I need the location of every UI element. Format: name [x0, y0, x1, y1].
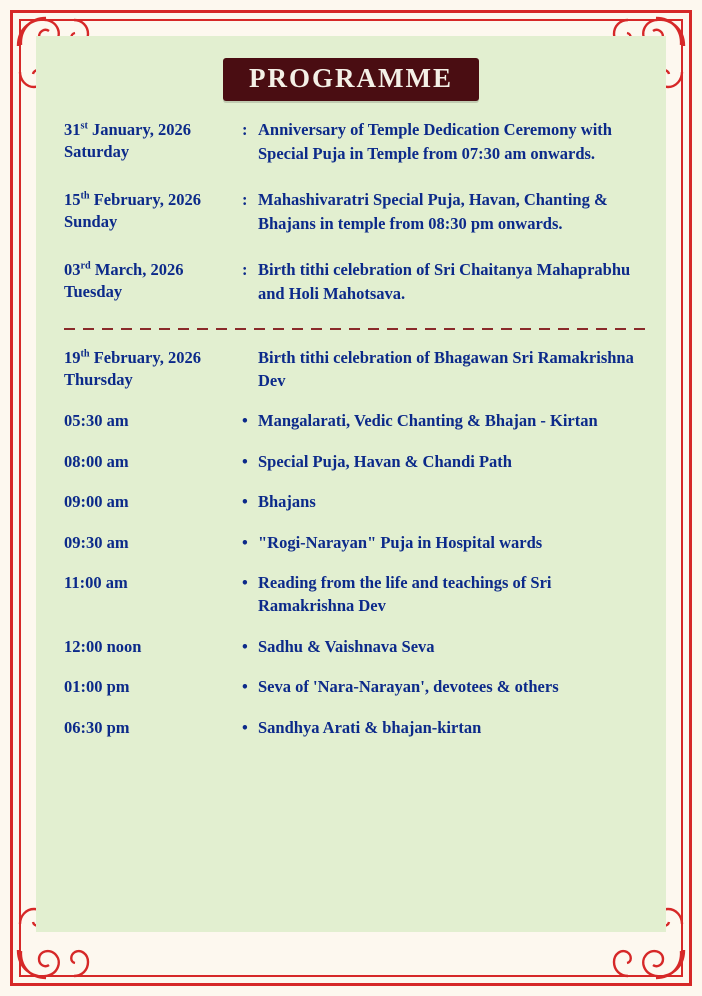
entry-time: 01:00 pm: [64, 677, 130, 697]
entry-description: Birth tithi celebration of Bhagawan Sri Ramakrishna Dev: [258, 347, 634, 390]
list-item: [64, 258, 646, 306]
bullet-icon: •: [242, 717, 248, 737]
list-item: [64, 675, 646, 698]
date-ordinal: st: [80, 120, 88, 132]
entry-description: Reading from the life and teachings of Sri Ramakrishna Dev: [258, 573, 552, 616]
list-item-header: [64, 346, 646, 393]
programme-list: [64, 118, 646, 756]
date-ordinal: th: [80, 348, 90, 360]
bullet-icon: •: [242, 411, 248, 431]
list-item: [64, 450, 646, 473]
entry-date: [64, 118, 242, 164]
entry-description: Special Puja, Havan & Chandi Path: [258, 451, 512, 471]
date-number: 31: [64, 120, 81, 139]
entry-description: Sadhu & Vaishnava Seva: [258, 636, 435, 656]
entry-time: 05:30 am: [64, 411, 129, 431]
entry-description: Bhajans: [258, 492, 316, 512]
list-item: [64, 571, 646, 618]
entry-separator: :: [242, 259, 248, 279]
date-month-year: March, 2026: [90, 259, 184, 279]
title-banner: [36, 58, 666, 101]
date-number: 03: [64, 259, 81, 279]
bullet-icon: •: [242, 532, 248, 552]
special-dates-group: [64, 118, 646, 306]
bullet-icon: •: [242, 677, 248, 697]
date-month-year: February, 2026: [89, 347, 201, 367]
bullet-icon: •: [242, 573, 248, 593]
date-ordinal: th: [80, 190, 90, 202]
list-item: [64, 188, 646, 236]
entry-description: Anniversary of Temple Dedication Ceremony with Special Puja in Temple from 07:30 am onwards.: [258, 120, 612, 163]
entry-description: Birth tithi celebration of Sri Chaitanya Mahaprabhu and Holi Mahotsava.: [258, 259, 631, 303]
entry-separator: :: [242, 120, 248, 139]
date-number: 15: [64, 189, 81, 209]
bullet-icon: •: [242, 492, 248, 512]
date-weekday: Thursday: [64, 369, 133, 389]
entry-description: "Rogi-Narayan" Puja in Hospital wards: [258, 532, 543, 552]
date-month-year: January, 2026: [87, 120, 192, 139]
list-item: [64, 531, 646, 554]
page-title: PROGRAMME: [223, 58, 479, 101]
entry-time: 06:30 pm: [64, 717, 130, 737]
content-panel: [36, 36, 666, 932]
list-item: [64, 490, 646, 513]
entry-separator: :: [242, 189, 248, 209]
list-item: [64, 716, 646, 739]
bullet-icon: •: [242, 636, 248, 656]
date-ordinal: rd: [80, 260, 91, 272]
entry-time: 12:00 noon: [64, 636, 142, 656]
entry-separator: [242, 346, 258, 347]
date-number: 19: [64, 347, 81, 367]
list-item: [64, 409, 646, 432]
entry-description: Mangalarati, Vedic Chanting & Bhajan - Kirtan: [258, 411, 598, 431]
list-item: [64, 635, 646, 658]
entry-date: [64, 346, 242, 392]
list-item: [64, 118, 646, 166]
date-weekday: Sunday: [64, 212, 118, 232]
entry-time: 08:00 am: [64, 451, 129, 471]
bullet-icon: •: [242, 451, 248, 471]
entry-time: 09:00 am: [64, 492, 129, 512]
date-weekday: Tuesday: [64, 281, 123, 301]
entry-description: Mahashivaratri Special Puja, Havan, Chanting & Bhajans in temple from 08:30 pm onwards.: [258, 189, 608, 233]
date-month-year: February, 2026: [89, 189, 201, 209]
entry-date: [64, 188, 242, 234]
entry-description: Seva of 'Nara-Narayan', devotees & others: [258, 677, 559, 697]
entry-time: 09:30 am: [64, 532, 129, 552]
entry-time: 11:00 am: [64, 573, 128, 593]
section-divider: [64, 328, 646, 330]
entry-date: [64, 258, 242, 304]
date-weekday: Saturday: [64, 142, 130, 162]
entry-description: Sandhya Arati & bhajan-kirtan: [258, 717, 482, 737]
ramakrishna-day-group: [64, 346, 646, 740]
